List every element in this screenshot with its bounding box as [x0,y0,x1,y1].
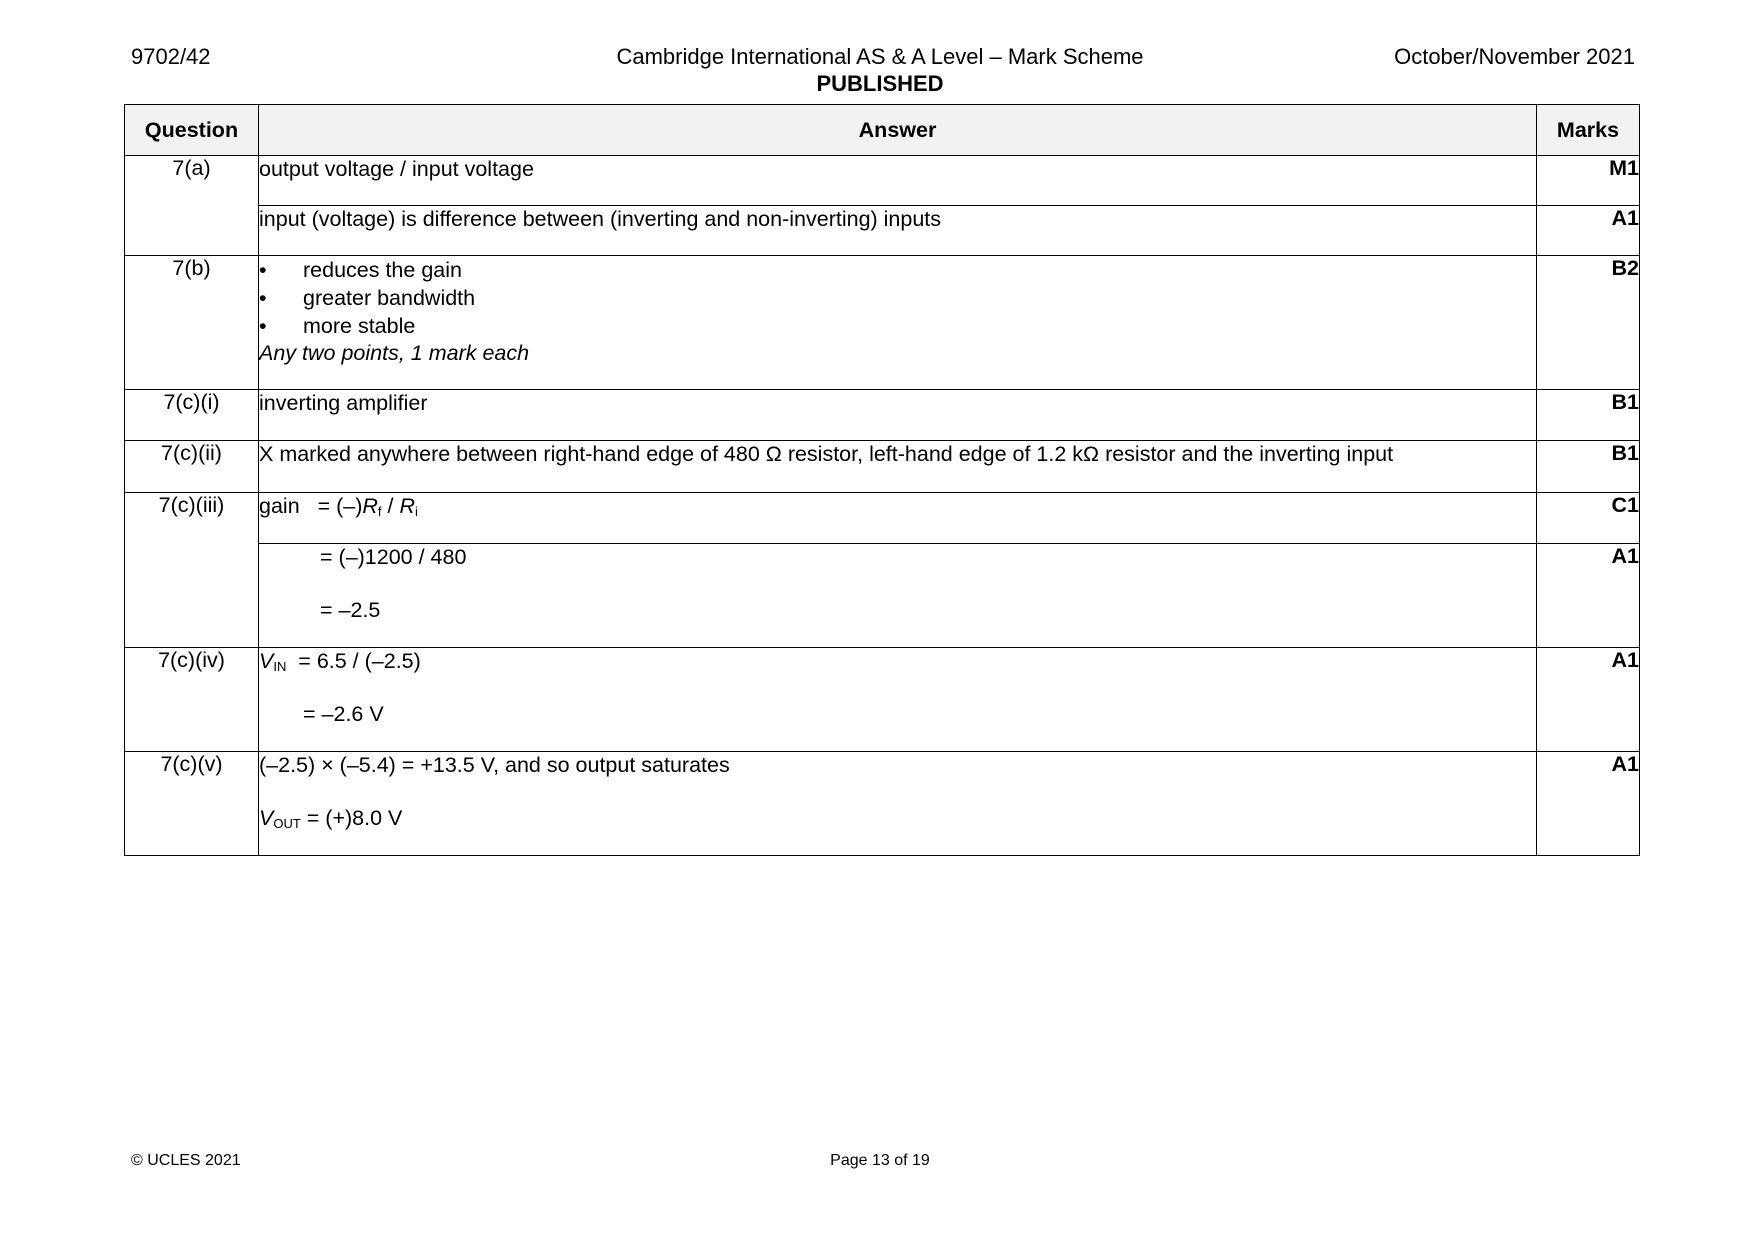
equation-prefix: = (–) [317,494,363,518]
subscript-i: i [415,504,418,519]
question-number: 7(c)(i) [125,390,259,441]
answer-cell [259,493,1537,544]
question-column-header: Question [125,105,259,156]
variable-r: R [362,494,378,518]
marking-note: Any two points, 1 mark each [259,341,530,365]
document-status: PUBLISHED [816,71,944,96]
variable-v: V [259,649,274,673]
equation-step [259,648,1536,675]
mark-cell: A1 [1537,648,1640,752]
variable-v: V [259,806,274,830]
document-title: Cambridge International AS & A Level – Mark Scheme [616,44,1144,69]
exam-session: October/November 2021 [1394,44,1635,69]
mark-cell: A1 [1537,544,1640,648]
answer-cell [259,752,1537,856]
question-number: 7(c)(ii) [125,441,259,493]
question-number: 7(c)(v) [125,752,259,856]
subscript-out: OUT [273,816,301,831]
equation-text: = 6.5 / (–2.5) [298,649,421,673]
gain-label: gain [259,494,300,518]
mark-cell: B2 [1537,256,1640,390]
mark-scheme-table [124,104,1640,856]
mark-cell: B1 [1537,390,1640,441]
table-row [125,544,1640,648]
copyright: © UCLES 2021 [131,1152,241,1169]
mark-cell: C1 [1537,493,1640,544]
equation-text: = (+)8.0 V [300,806,403,830]
equation-step: (–2.5) × (–5.4) = +13.5 V, and so output saturates [259,753,730,777]
answer-cell: X marked anywhere between right-hand edge of 480 Ω resistor, left-hand edge of 1.2 kΩ resistor and the inverting input [259,441,1537,493]
table-row [125,156,1640,206]
table-row [125,256,1640,390]
table-row [125,206,1640,256]
answer-cell: output voltage / input voltage [259,156,1537,206]
question-number: 7(c)(iii) [125,493,259,648]
variable-r: R [399,494,416,518]
answer-column-header: Answer [259,105,1537,156]
answer-cell [259,648,1537,752]
mark-cell: A1 [1537,206,1640,256]
table-row [125,390,1640,441]
equation-step [259,805,1536,832]
bullet-icon: • [259,258,267,282]
mark-cell: A1 [1537,752,1640,856]
table-row [125,441,1640,493]
mark-cell: M1 [1537,156,1640,206]
bullet-text: reduces the gain [303,258,462,282]
table-row [125,752,1640,856]
equation-step: = (–)1200 / 480 [320,545,467,569]
answer-cell: input (voltage) is difference between (inverting and non-inverting) inputs [259,206,1537,256]
bullet-icon: • [259,286,267,310]
list-item [259,284,1536,312]
bullet-icon: • [259,314,267,338]
subscript-f: f [377,504,382,519]
answer-cell: inverting amplifier [259,390,1537,441]
table-header-row [125,105,1640,156]
question-number: 7(a) [125,156,259,256]
list-item [259,312,1536,340]
question-number: 7(c)(iv) [125,648,259,752]
division-sign: / [387,494,394,518]
question-number: 7(b) [125,256,259,390]
paper-code: 9702/42 [131,44,211,69]
equation-step: = –2.6 V [303,702,384,726]
list-item [259,256,1536,284]
marks-column-header: Marks [1537,105,1640,156]
table-row [125,648,1640,752]
table-row [125,493,1640,544]
mark-cell: B1 [1537,441,1640,493]
page-number: Page 13 of 19 [830,1152,930,1169]
answer-cell [259,256,1537,390]
answer-cell [259,544,1537,648]
bullet-text: greater bandwidth [303,286,476,310]
equation-step: = –2.5 [320,598,381,622]
subscript-in: IN [273,659,287,674]
bullet-text: more stable [303,314,416,338]
